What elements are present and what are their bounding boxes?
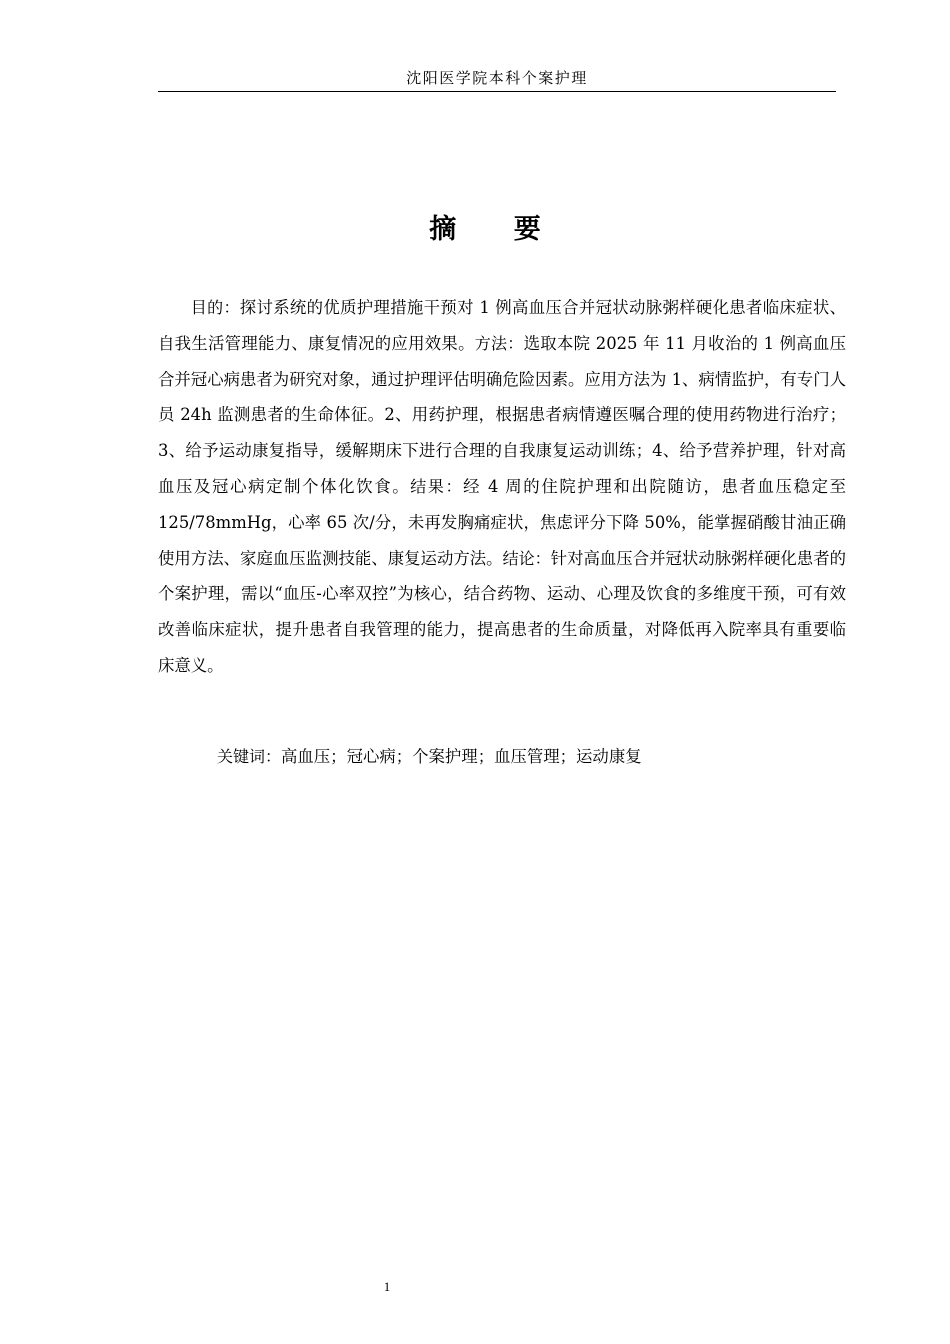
objective-text: 探讨系统的优质护理措施干预对 1 例高血压合并冠状动脉粥样硬化患者临床症状、自我生活管理能力、康复情况的应用效果。 xyxy=(158,298,846,353)
method-text: 选取本院 2025 年 11 月收治的 1 例高血压合并冠心病患者为研究对象，通过护理评估明确危险因素。应用方法为 1、病情监护，有专门人员 24h 监测患者的生命体征。2、用药护理，根据患者病情遵医嘱合理的使用药物进行治疗；3、给予运动康复指导，缓解期床下进行合理的自我康复运动训练；4、给予营养护理，针对高血压及冠心病定制个体化饮食。 xyxy=(158,333,846,496)
page-header xyxy=(158,64,836,92)
conclusion-text: 针对高血压合并冠状动脉粥样硬化患者的个案护理，需以“血压-心率双控”为核心，结合药物、运动、心理及饮食的多维度干预，可有效改善临床症状，提升患者自我管理的能力，提高患者的生命质量，对降低再入院率具有重要临床意义。 xyxy=(158,548,846,675)
page-number: 1 xyxy=(383,1279,391,1294)
result-text: 经 4 周的住院护理和出院随访，患者血压稳定至 125/78mmHg，心率 65 次/分，未再发胸痛症状，焦虑评分下降 50%，能掌握硝酸甘油正确使用方法、家庭血压监测技能、康复运动方法。 xyxy=(158,476,846,568)
objective-label: 目的： xyxy=(190,298,240,317)
keywords-text: 高血压；冠心病；个案护理；血压管理；运动康复 xyxy=(281,747,642,766)
header-title: 沈阳医学院本科个案护理 xyxy=(406,69,588,87)
conclusion-label: 结论： xyxy=(502,548,551,568)
keywords-label: 关键词： xyxy=(217,747,282,766)
method-label: 方法： xyxy=(474,333,524,353)
abstract-paragraph xyxy=(158,290,846,684)
abstract-body xyxy=(158,290,846,684)
keywords-line xyxy=(217,739,846,775)
result-label: 结果： xyxy=(410,476,464,496)
abstract-title: 摘 要 xyxy=(429,214,565,245)
